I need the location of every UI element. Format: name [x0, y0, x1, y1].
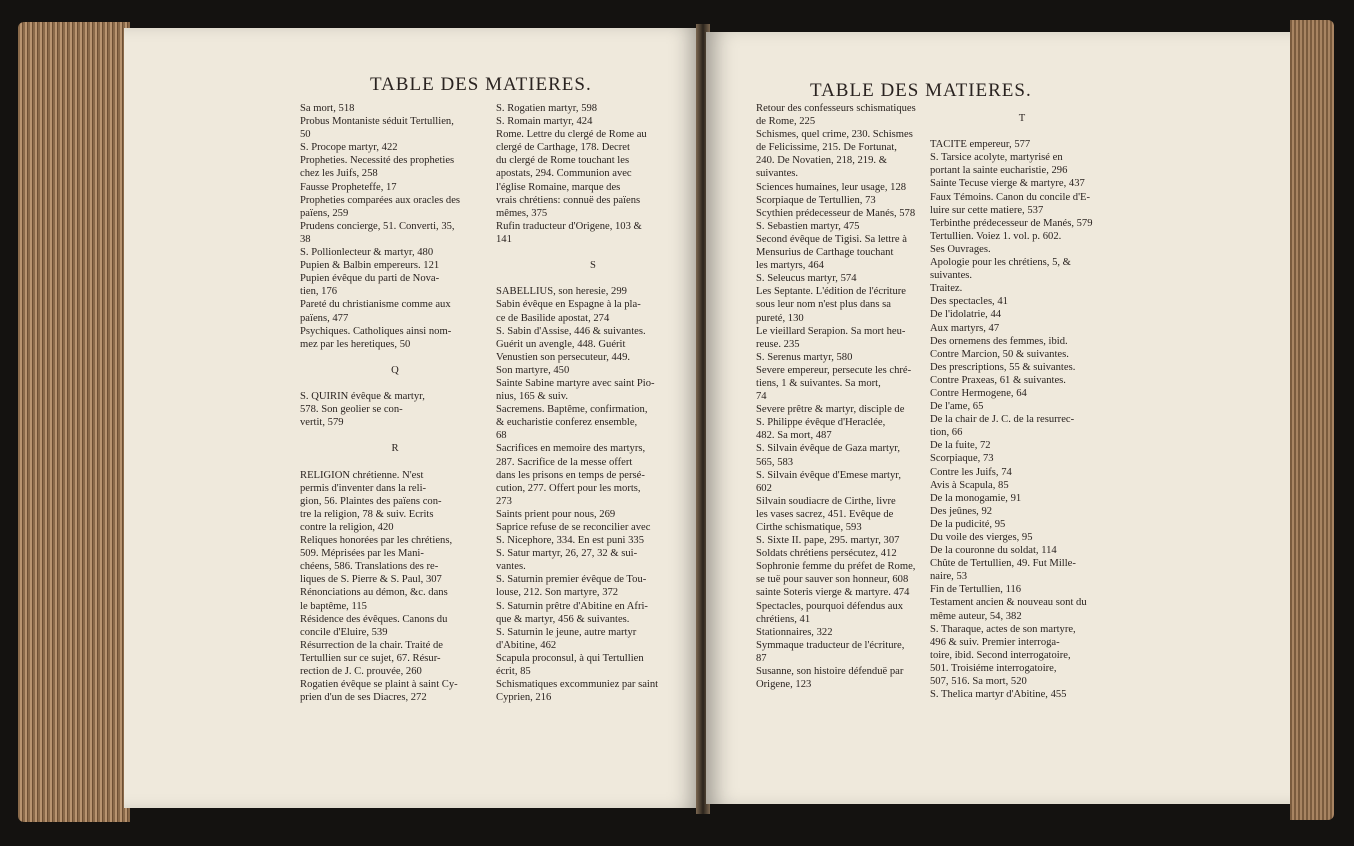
index-entry-line: Son martyre, 450 — [496, 364, 570, 376]
index-entry-line: cution, 277. Offert pour les morts, — [496, 482, 641, 494]
book-page-edges-right — [1290, 20, 1334, 820]
left-running-title: TABLE DES MATIERES. — [370, 74, 592, 95]
index-entry-line: Origene, 123 — [756, 679, 812, 691]
index-entry-line: S. Tarsice acolyte, martyrisé en — [930, 152, 1063, 164]
right-column-1 — [756, 102, 944, 691]
index-entry-line — [300, 429, 490, 442]
section-letter: 38 — [300, 233, 311, 245]
index-entry-line: Chûte de Tertullien, 49. Fut Mille- — [930, 558, 1076, 570]
index-entry-line: nius, 165 & suiv. — [496, 391, 569, 403]
index-entry-line: Saints prient pour nous, 269 — [496, 508, 616, 520]
index-entry-line: suivantes. — [930, 270, 973, 282]
index-entry-line — [930, 125, 1114, 138]
index-entry-line: Retour des confesseurs schismatiques — [756, 103, 916, 114]
index-entry-line: S. Rogatien martyr, 598 — [496, 103, 598, 114]
index-entry-line: Severe prêtre & martyr, disciple de — [756, 404, 905, 416]
index-entry-line: Les Septante. L'édition de l'écriture — [756, 286, 907, 298]
index-entry-line — [496, 272, 690, 285]
index-entry-line: écrit, 85 — [496, 666, 531, 678]
index-entry-line: 507, 516. Sa mort, 520 — [930, 676, 1027, 688]
index-entry-line: Traitez. — [930, 283, 963, 295]
index-entry-line: de Felicissime, 215. De Fortunat, — [756, 142, 897, 154]
index-entry-line: Stationnaires, 322 — [756, 626, 833, 638]
index-entry-line: S. Serenus martyr, 580 — [756, 351, 853, 363]
index-entry-line: Aux martyrs, 47 — [930, 322, 1000, 334]
index-entry-line: 501. Troisiéme interrogatoire, — [930, 662, 1057, 674]
index-entry-line: Cyprien, 216 — [496, 692, 552, 704]
index-entry-line: reuse. 235 — [756, 338, 800, 350]
index-entry-line: Soldats chrétiens persécutez, 412 — [756, 548, 897, 560]
index-entry-line: dans les prisons en temps de persé- — [496, 469, 645, 481]
index-entry-line: contre la religion, 420 — [300, 522, 394, 533]
index-entry-line: 496 & suiv. Premier interroga- — [930, 636, 1060, 648]
index-entry-line: Sainte Tecuse vierge & martyre, 437 — [930, 178, 1085, 190]
index-entry-line: S. Sabin d'Assise, 446 & suivantes. — [496, 325, 646, 337]
index-entry-line: vrais chrétiens: connuë des païens — [496, 194, 641, 206]
index-entry-line: Rufin traducteur d'Origene, 103 & — [496, 220, 642, 232]
index-entry-line: le baptême, 115 — [300, 600, 367, 612]
index-entry-line: Du voile des vierges, 95 — [930, 532, 1033, 543]
index-entry-line: Scapula proconsul, à qui Tertullien — [496, 652, 644, 664]
index-entry-line: Sabin évêque en Espagne à la pla- — [496, 299, 641, 311]
index-entry-line: S. Procope martyr, 422 — [300, 142, 398, 154]
index-entry-line: & eucharistie conferez ensemble, — [496, 417, 638, 429]
index-entry-line: païens, 477 — [300, 312, 349, 324]
index-entry-line: De la couronne du soldat, 114 — [930, 545, 1057, 557]
index-entry-line: Rogatien évêque se plaint à saint Cy- — [300, 679, 458, 691]
index-entry-line: apostats, 294. Communion avec — [496, 168, 632, 180]
index-entry-line: Psychiques. Catholiques ainsi nom- — [300, 325, 452, 337]
index-entry-line: ce de Basilide apostat, 274 — [496, 312, 610, 324]
index-entry-line: vantes. — [496, 561, 526, 573]
index-entry-line: Saprice refuse de se reconcilier avec — [496, 522, 651, 533]
index-entry-line: S. Saturnin prêtre d'Abitine en Afri- — [496, 600, 648, 612]
index-entry-line: Reliques honorées par les chrétiens, — [300, 535, 453, 547]
index-entry-line: Probus Montaniste séduit Tertullien, — [300, 116, 454, 128]
index-entry-line: RELIGION chrétienne. N'est — [300, 469, 424, 481]
index-entry-line: concile d'Eluire, 539 — [300, 626, 388, 638]
section-letter: T — [1018, 113, 1026, 124]
index-entry-line: se tuë pour sauver son honneur, 608 — [756, 574, 909, 586]
index-entry-line: Scorpiaque de Tertullien, 73 — [756, 194, 876, 206]
index-entry-line: TACITE empereur, 577 — [930, 139, 1031, 151]
index-entry-line: les martyrs, 464 — [756, 260, 824, 272]
index-entry-line: Faux Témoins. Canon du concile d'E- — [930, 191, 1091, 203]
index-entry-line: Des jeûnes, 92 — [930, 505, 993, 517]
index-entry-line — [300, 377, 490, 390]
index-entry-line: S. Silvain évêque d'Emese martyr, — [756, 469, 902, 481]
index-entry-line: Schismes, quel crime, 230. Schismes — [756, 129, 913, 141]
index-entry-line: louse, 212. Son martyre, 372 — [496, 587, 619, 599]
index-entry-line: Des spectacles, 41 — [930, 296, 1008, 308]
index-entry-line: mêmes, 375 — [496, 207, 548, 219]
index-entry-line: chéens, 586. Translations des re- — [300, 561, 439, 573]
index-entry-line: Testament ancien & nouveau sont du — [930, 597, 1087, 609]
index-entry-line: suivantes. — [756, 168, 799, 180]
index-entry-line: d'Abitine, 462 — [496, 639, 557, 651]
index-entry-line: S. Sixte II. pape, 295. martyr, 307 — [756, 535, 900, 547]
index-entry-line: 602 — [756, 482, 772, 494]
index-entry-line: Spectacles, pourquoi défendus aux — [756, 600, 904, 612]
index-entry-line: SABELLIUS, son heresie, 299 — [496, 286, 627, 298]
right-running-title: TABLE DES MATIERES. — [810, 80, 1032, 101]
index-entry-line: 141 — [496, 233, 512, 245]
index-entry-line: Mensurius de Carthage touchant — [756, 247, 894, 259]
index-entry-line: Apologie pour les chrétiens, 5, & — [930, 257, 1071, 269]
index-entry-line: Sainte Sabine martyre avec saint Pio- — [496, 377, 655, 389]
index-entry-line: Rome. Lettre du clergé de Rome au — [496, 129, 647, 141]
index-entry-line: Sacremens. Baptême, confirmation, — [496, 404, 648, 416]
index-entry-line: Guérit un avengle, 448. Guérit — [496, 338, 626, 350]
index-entry-line: Sa mort, 518 — [300, 103, 355, 114]
index-entry-line: 509. Méprisées par les Mani- — [300, 548, 424, 560]
index-entry-line: Contre Marcion, 50 & suivantes. — [930, 348, 1069, 360]
index-entry-line: De la pudicité, 95 — [930, 518, 1006, 530]
section-letter: 50 — [300, 129, 311, 141]
index-entry-line: Fin de Tertullien, 116 — [930, 584, 1022, 596]
index-entry-line: païens, 259 — [300, 207, 349, 219]
index-entry-line: 287. Sacrifice de la messe offert — [496, 456, 633, 468]
index-entry-line: 240. De Novatien, 218, 219. & — [756, 155, 887, 167]
index-entry-line: naire, 53 — [930, 571, 968, 583]
left-page — [124, 28, 700, 808]
index-entry-line: tion, 66 — [930, 427, 963, 439]
index-entry-line — [496, 246, 690, 259]
index-entry-line: S. Saturnin premier évêque de Tou- — [496, 574, 647, 586]
index-entry-line: Scorpiaque, 73 — [930, 453, 994, 465]
index-entry-line: 482. Sa mort, 487 — [756, 430, 832, 442]
index-entry-line: Tertullien. Voiez 1. vol. p. 602. — [930, 230, 1062, 242]
index-entry-line: Avis à Scapula, 85 — [930, 479, 1009, 491]
section-letter: S — [590, 260, 596, 272]
index-entry-line: Ses Ouvrages. — [930, 243, 991, 255]
index-entry-line: Résidence des évêques. Canons du — [300, 613, 448, 625]
index-entry-line: Des ornemens des femmes, ibid. — [930, 335, 1068, 347]
index-entry-line: Scythien prédecesseur de Manés, 578 — [756, 207, 916, 219]
index-entry-line: tre la religion, 78 & suiv. Ecrits — [300, 508, 434, 520]
index-entry-line: Schismatiques excommuniez par saint — [496, 679, 659, 691]
index-entry-line: Contre Hermogene, 64 — [930, 387, 1027, 399]
index-entry-line: Venustien son persecuteur, 449. — [496, 351, 631, 363]
index-entry-line: Propheties. Necessité des propheties — [300, 155, 455, 167]
index-entry-line: clergé de Carthage, 178. Decret — [496, 142, 630, 154]
index-entry-line: prien d'un de ses Diacres, 272 — [300, 692, 427, 704]
index-entry-line: Susanne, son histoire défenduë par — [756, 666, 904, 678]
index-entry-line: l'église Romaine, marque des — [496, 181, 621, 193]
index-entry-line: S. Pollionlecteur & martyr, 480 — [300, 247, 434, 259]
index-entry-line: que & martyr, 456 & suivantes. — [496, 613, 630, 625]
index-entry-line: Le vieillard Serapion. Sa mort heu- — [756, 325, 906, 337]
section-letter: 87 — [756, 652, 767, 664]
index-entry-line: chrétiens, 41 — [756, 613, 811, 625]
index-entry-line: Tertullien sur ce sujet, 67. Résur- — [300, 652, 441, 664]
index-entry-line: S. Satur martyr, 26, 27, 32 & sui- — [496, 548, 638, 560]
index-entry-line: de Rome, 225 — [756, 116, 816, 128]
index-entry-line: liques de S. Pierre & S. Paul, 307 — [300, 574, 442, 586]
index-entry-line: 578. Son geolier se con- — [300, 404, 403, 416]
index-entry-line: permis d'inventer dans la reli- — [300, 482, 427, 494]
index-entry-line: Terbinthe prédecesseur de Manés, 579 — [930, 217, 1093, 229]
left-column-1 — [300, 102, 490, 704]
index-entry-line: Second évêque de Tigisi. Sa lettre à — [756, 233, 907, 245]
index-entry-line: mez par les heretiques, 50 — [300, 338, 411, 350]
index-entry-line: S. Sebastien martyr, 475 — [756, 220, 860, 232]
index-entry-line: Cirthe schismatique, 593 — [756, 522, 862, 533]
index-entry-line: vertit, 579 — [300, 417, 344, 429]
index-entry-line: Prudens concierge, 51. Converti, 35, — [300, 220, 455, 232]
index-entry-line: Pupien & Balbin empereurs. 121 — [300, 260, 440, 272]
index-entry-line: chez les Juifs, 258 — [300, 168, 378, 180]
index-entry-line: rection de J. C. prouvée, 260 — [300, 666, 422, 678]
index-entry-line: Sacrifices en memoire des martyrs, — [496, 443, 646, 455]
section-letter: R — [391, 443, 399, 455]
index-entry-line: Fausse Propheteffe, 17 — [300, 181, 397, 193]
index-entry-line: Contre Praxeas, 61 & suivantes. — [930, 374, 1066, 386]
section-letter: 74 — [756, 391, 767, 403]
index-entry-line: tien, 176 — [300, 286, 338, 298]
index-entry-line: Des prescriptions, 55 & suivantes. — [930, 361, 1076, 373]
index-entry-line: 273 — [496, 495, 512, 507]
index-entry-line: Résurrection de la chair. Traité de — [300, 639, 443, 651]
index-entry-line: sainte Soteris vierge & martyre. 474 — [756, 587, 910, 599]
index-entry-line: Severe empereur, persecute les chré- — [756, 364, 912, 376]
index-entry-line: gion, 56. Plaintes des païens con- — [300, 495, 442, 507]
index-entry-line: De la monogamie, 91 — [930, 492, 1022, 504]
right-page — [706, 32, 1290, 804]
left-column-2 — [496, 102, 690, 704]
index-entry-line: Pupien évêque du parti de Nova- — [300, 273, 440, 285]
index-entry-line: Pareté du christianisme comme aux — [300, 299, 451, 311]
index-entry-line: toire, ibid. Second interrogatoire, — [930, 649, 1071, 661]
index-entry-line: S. Philippe évêque d'Heraclée, — [756, 417, 886, 429]
index-entry-line: les vases sacrez, 451. Evêque de — [756, 508, 894, 520]
index-entry-line — [300, 456, 490, 469]
index-entry-line: portant la sainte eucharistie, 296 — [930, 165, 1068, 177]
index-entry-line: S. Silvain évêque de Gaza martyr, — [756, 443, 901, 455]
index-entry-line: S. Saturnin le jeune, autre martyr — [496, 626, 637, 638]
index-entry-line: De l'idolatrie, 44 — [930, 309, 1002, 321]
section-letter: Q — [391, 364, 399, 376]
book-page-edges-left — [18, 22, 130, 822]
index-entry-line: S. QUIRIN évêque & martyr, — [300, 391, 425, 403]
index-entry-line: S. Seleucus martyr, 574 — [756, 273, 857, 285]
index-entry-line: sous leur nom n'est plus dans sa — [756, 299, 891, 311]
index-entry-line: Propheties comparées aux oracles des — [300, 194, 461, 206]
index-entry-line — [300, 351, 490, 364]
index-entry-line: S. Nicephore, 334. En est puni 335 — [496, 535, 644, 547]
index-entry-line: De la chair de J. C. de la resurrec- — [930, 414, 1075, 426]
index-entry-line: S. Romain martyr, 424 — [496, 116, 593, 128]
index-entry-line: Rénonciations au démon, &c. dans — [300, 587, 448, 599]
right-column-2 — [930, 112, 1114, 701]
index-entry-line: pureté, 130 — [756, 312, 804, 324]
index-entry-line: Sciences humaines, leur usage, 128 — [756, 181, 907, 193]
index-entry-line: Contre les Juifs, 74 — [930, 466, 1012, 478]
index-entry-line: luire sur cette matiere, 537 — [930, 204, 1044, 216]
index-entry-line: Symmaque traducteur de l'écriture, — [756, 639, 905, 651]
index-entry-line: Sophronie femme du préfet de Rome, — [756, 561, 916, 573]
index-entry-line: De l'ame, 65 — [930, 401, 984, 413]
index-entry-line: S. Tharaque, actes de son martyre, — [930, 623, 1076, 635]
index-entry-line: De la fuite, 72 — [930, 440, 991, 452]
section-letter: 68 — [496, 430, 507, 442]
index-entry-line: tiens, 1 & suivantes. Sa mort, — [756, 377, 881, 389]
index-entry-line: 565, 583 — [756, 456, 794, 468]
index-entry-line: du clergé de Rome touchant les — [496, 155, 630, 167]
index-entry-line: même auteur, 54, 382 — [930, 610, 1022, 622]
index-entry-line: S. Thelica martyr d'Abitine, 455 — [930, 689, 1067, 701]
index-entry-line: Silvain soudiacre de Cirthe, livre — [756, 495, 896, 507]
